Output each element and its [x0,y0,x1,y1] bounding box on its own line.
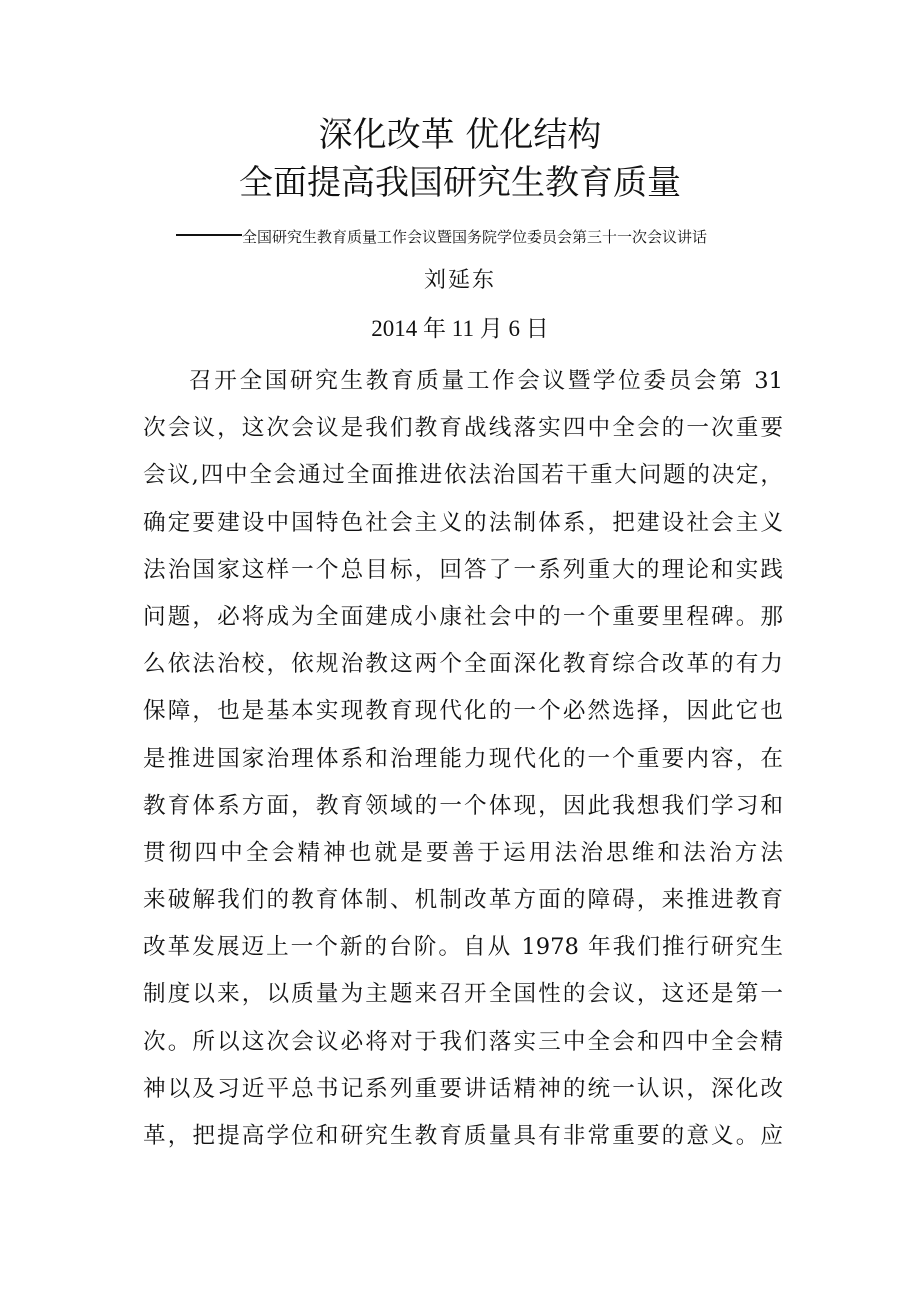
speech-date: 2014 年 11 月 6 日 [371,316,549,341]
body-line: 是推进国家治理体系和治理能力现代化的一个重要内容，在 [143,745,783,772]
body-line: 次。所以这次会议必将对于我们落实三中全会和四中全会精 [143,1028,783,1055]
body-line: 革，把提高学位和研究生教育质量具有非常重要的意义。应 [143,1123,783,1149]
body-line: 会议,四中全会通过全面推进依法治国若干重大问题的决定， [143,462,783,489]
author-name: 刘延东 [423,268,496,293]
body-line: 问题，必将成为全面建成小康社会中的一个重要里程碑。那 [143,603,783,630]
body-line: 教育体系方面，教育领域的一个体现，因此我想我们学习和 [143,792,783,819]
body-paragraph [143,358,783,1160]
body-line: 保障，也是基本实现教育现代化的一个必然选择，因此它也 [143,698,783,725]
body-line: 确定要建设中国特色社会主义的法制体系，把建设社会主义 [143,509,783,536]
document-title-line-1: 深化改革 优化结构 [318,115,602,155]
body-line: 次会议，这次会议是我们教育战线落实四中全会的一次重要 [143,415,783,442]
document-title-line-2: 全面提高我国研究生教育质量 [239,163,681,203]
body-line: 法治国家这样一个总目标，回答了一系列重大的理论和实践 [143,556,783,583]
body-line: 制度以来，以质量为主题来召开全国性的会议，这还是第一 [143,981,783,1008]
subtitle-text: 全国研究生教育质量工作会议暨国务院学位委员会第三十一次会议讲话 [242,228,708,246]
body-line: 么依法治校，依规治教这两个全面深化教育综合改革的有力 [143,651,783,678]
body-line: 神以及习近平总书记系列重要讲话精神的统一认识，深化改 [143,1075,783,1102]
body-line: 改革发展迈上一个新的台阶。自从 1978 年我们推行研究生 [143,934,783,961]
subtitle [0,226,920,252]
body-line: 召开全国研究生教育质量工作会议暨学位委员会第 31 [189,368,783,394]
subtitle-dash [176,234,242,236]
body-line: 来破解我们的教育体制、机制改革方面的障碍，来推进教育 [143,887,783,914]
body-line: 贯彻四中全会精神也就是要善于运用法治思维和法治方法 [143,839,783,866]
